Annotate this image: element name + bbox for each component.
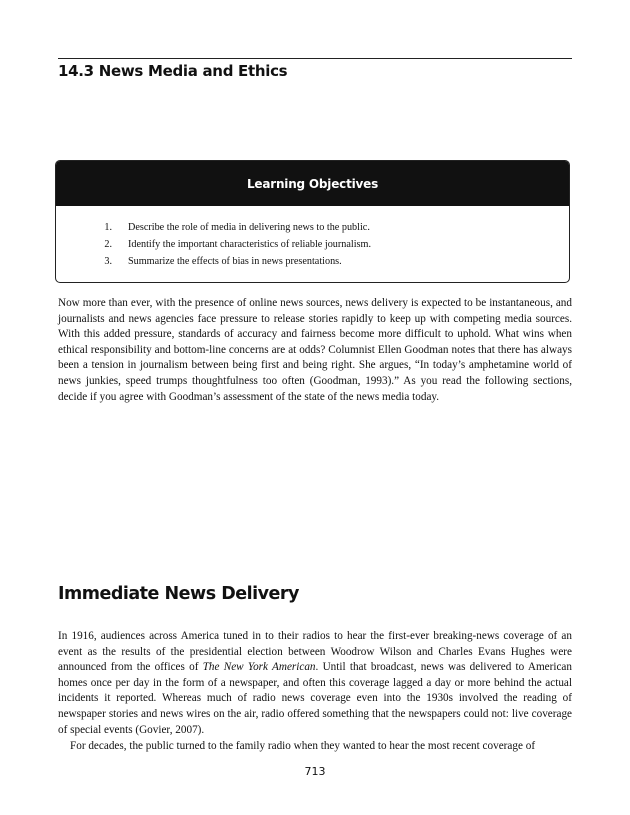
page-number: 713 [304,765,326,778]
objective-number: 2. [104,239,112,250]
intro-paragraph: Now more than ever, with the presence of online news sources, news delivery is expected to be instantaneous, and journalists and news agencies face pressure to release stories rapidly to keep up with competing media sources. With this added pressure, standards of accuracy and fairness become more difficult to uphold. What wins when ethical responsibility and bottom-line concerns are at odds? Columnist Ellen Goodman notes that there has always been a tension in journalism between being first and being right. She argues, “In today’s amphetamine world of news junkies, speed trumps thoughtfulness too often (Goodman, 1993).” As you read the following sections, decide if you agree with Goodman’s assessment of the state of the news media today. [58,297,572,403]
learning-objectives-header [56,161,569,206]
objective-text: Summarize the effects of bias in news presentations. [128,256,342,267]
objective-item [56,236,569,253]
subsection-title: Immediate News Delivery [58,584,299,604]
objective-number: 3. [104,256,112,267]
objective-item [56,219,569,236]
paragraph-text: In 1916, audiences across America tuned in to their radios to hear the first-ever breaking-news coverage of an event as the results of the presidential election between Woodrow Wilson and Charles Evans Hughes were announced from the offices of [58,630,572,674]
section-title: 14.3 News Media and Ethics [58,62,288,80]
body-paragraph [58,629,572,738]
objective-number: 1. [104,222,112,233]
learning-objectives-list [56,206,569,270]
top-rule [58,58,572,59]
newspaper-title: The New York American [202,661,316,674]
body-paragraph: For decades, the public turned to the family radio when they wanted to hear the most recent coverage of [70,740,536,752]
objective-text: Identify the important characteristics of reliable journalism. [128,239,371,250]
learning-objectives-title: Learning Objectives [246,176,379,191]
objective-item [56,253,569,270]
learning-objectives-box [55,160,570,283]
paragraph-text: . Until that broadcast, news was delivered to American homes once per day in the form of a newspaper, and often this coverage lagged a day or more behind the actual incidents it reported. Whereas much of radio news coverage even into the 1930s involved the reading of newspaper stories and news wires on the air, radio offered something that the newspapers could not: live coverage of special events (Govier, 2007). [58,661,572,736]
objective-text: Describe the role of media in delivering news to the public. [128,222,370,233]
